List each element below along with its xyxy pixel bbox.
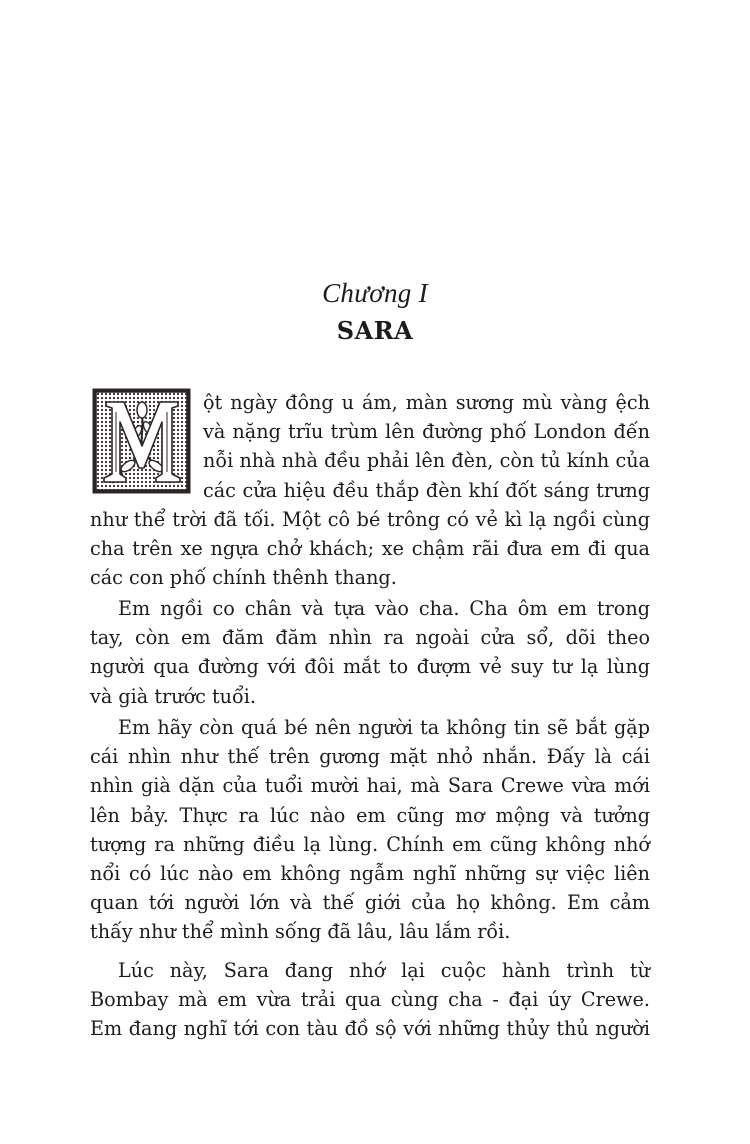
text-line: như thể trời đã tối. Một cô bé trông có vẻ kì lạ ngồi cùng [90,507,650,531]
text-line: Em đang nghĩ tới con tàu đồ sộ với những thủy thủ người [90,1017,650,1041]
text-line: ột ngày đông u ám, màn sương mù vàng ệch [203,391,650,414]
text-line: các con phố chính thênh thang. [90,566,397,590]
paragraph-1 [90,388,650,592]
text-line: và già trước tuổi. [90,684,257,708]
text-line: lên bảy. Thực ra lúc nào em cũng mơ mộng và tưởng [90,803,650,827]
text-line: tay, còn em đăm đăm nhìn ra ngoài cửa sổ, dõi theo [90,626,650,650]
paragraph-4 [90,956,650,1044]
text-line: nổi có lúc nào em không ngẫm nghĩ những sự việc liên [90,861,650,885]
text-line: Bombay mà em vừa trải qua cùng cha - đại úy Crewe. [90,988,650,1012]
text-line: Em hãy còn quá bé nên người ta không tin sẽ bắt gặp [118,716,650,739]
paragraph-2 [90,594,650,711]
text-line: tượng ra những điều lạ lùng. Chính em cũng không nhớ [90,832,650,856]
chapter-title: SARA [336,316,414,345]
text-line: nỗi nhà nhà đều phải lên đèn, còn tủ kính của [203,449,650,473]
chapter-label: Chương I [322,278,428,308]
text-line: nhìn già dặn của tuổi mười hai, mà Sara Crewe vừa mới [90,774,650,798]
text-line: người qua đường với đôi mắt to đượm vẻ suy tư lạ lùng [90,655,650,679]
text-line: quan tới người lớn và thế giới của họ không. Em cảm [90,891,650,915]
text-line: và nặng trĩu trùm lên đường phố London đến [203,420,650,444]
text-line: cái nhìn như thế trên gương mặt nhỏ nhắn. Đấy là cái [90,745,650,769]
text-line: các cửa hiệu đều thắp đèn khí đốt sáng trưng [203,478,650,502]
text-line: Em ngồi co chân và tựa vào cha. Cha ôm em trong [118,597,650,620]
text-line: Lúc này, Sara đang nhớ lại cuộc hành trình từ [118,959,650,982]
text-line: thấy như thể mình sống đã lâu, lâu lắm rồi. [90,920,511,944]
text-line: cha trên xe ngựa chở khách; xe chậm rãi đưa em đi qua [90,536,650,560]
paragraph-3 [90,713,650,947]
